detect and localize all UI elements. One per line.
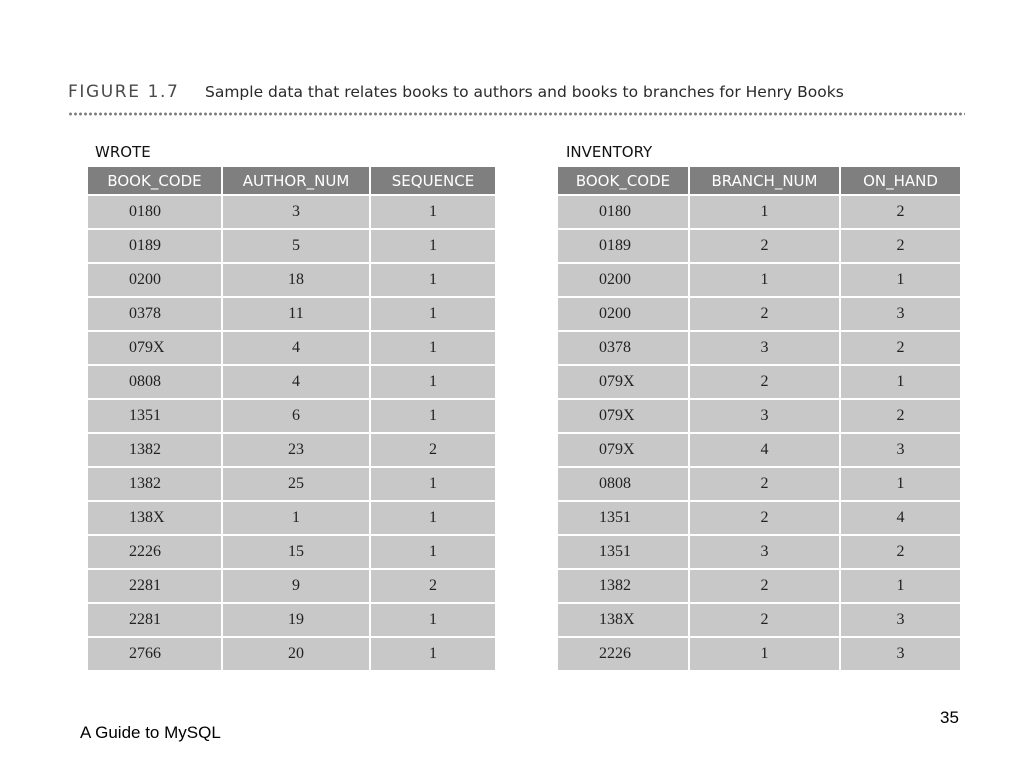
table-row — [88, 468, 495, 500]
table-cell: 2 — [841, 536, 960, 568]
table-row — [88, 604, 495, 636]
table-cell: 2 — [371, 570, 495, 602]
table-row — [558, 434, 960, 466]
table-row — [558, 298, 960, 330]
table-row — [558, 604, 960, 636]
table-row — [558, 536, 960, 568]
table-cell: 3 — [690, 332, 839, 364]
table-row — [88, 366, 495, 398]
dotted-divider — [68, 112, 965, 116]
table-row — [88, 400, 495, 432]
column-header: ON_HAND — [841, 167, 960, 194]
table-cell: 1 — [841, 366, 960, 398]
table-row — [558, 366, 960, 398]
table-cell: 1 — [371, 536, 495, 568]
table-cell: 1 — [371, 638, 495, 670]
table-row — [558, 502, 960, 534]
table-cell: 19 — [223, 604, 369, 636]
table-cell: 23 — [223, 434, 369, 466]
figure-caption: Sample data that relates books to authors and books to branches for Henry Books — [205, 83, 844, 101]
table-cell: 079X — [558, 366, 688, 398]
table-cell: 1 — [371, 468, 495, 500]
table-cell: 1 — [690, 638, 839, 670]
table-cell: 15 — [223, 536, 369, 568]
table-cell: 1 — [371, 502, 495, 534]
table-row — [88, 230, 495, 262]
table-cell: 11 — [223, 298, 369, 330]
table-cell: 2226 — [558, 638, 688, 670]
table-cell: 2766 — [88, 638, 221, 670]
table-cell: 2 — [841, 400, 960, 432]
inventory-table — [556, 165, 962, 672]
wrote-header-row — [88, 167, 495, 194]
table-cell: 6 — [223, 400, 369, 432]
table-row — [558, 264, 960, 296]
table-cell: 1 — [841, 264, 960, 296]
column-header: SEQUENCE — [371, 167, 495, 194]
table-cell: 1 — [371, 366, 495, 398]
table-row — [558, 400, 960, 432]
table-cell: 1 — [690, 264, 839, 296]
table-cell: 3 — [841, 604, 960, 636]
table-cell: 079X — [558, 400, 688, 432]
wrote-table-title: WROTE — [95, 143, 151, 161]
column-header: BOOK_CODE — [88, 167, 221, 194]
column-header: BRANCH_NUM — [690, 167, 839, 194]
table-cell: 2 — [371, 434, 495, 466]
table-cell: 5 — [223, 230, 369, 262]
table-cell: 0180 — [88, 196, 221, 228]
table-cell: 3 — [841, 434, 960, 466]
table-cell: 1 — [371, 604, 495, 636]
table-cell: 0189 — [558, 230, 688, 262]
page-number: 35 — [940, 708, 959, 727]
table-cell: 2 — [841, 332, 960, 364]
table-cell: 2 — [841, 196, 960, 228]
table-cell: 0189 — [88, 230, 221, 262]
table-cell: 0180 — [558, 196, 688, 228]
table-cell: 1382 — [558, 570, 688, 602]
table-cell: 3 — [841, 638, 960, 670]
table-cell: 1 — [223, 502, 369, 534]
table-cell: 1 — [371, 196, 495, 228]
table-cell: 25 — [223, 468, 369, 500]
table-cell: 1 — [371, 230, 495, 262]
table-cell: 1 — [841, 468, 960, 500]
column-header: BOOK_CODE — [558, 167, 688, 194]
table-cell: 0200 — [558, 264, 688, 296]
table-cell: 4 — [223, 332, 369, 364]
table-cell: 1 — [371, 264, 495, 296]
table-row — [558, 638, 960, 670]
table-cell: 0200 — [558, 298, 688, 330]
table-row — [558, 230, 960, 262]
table-row — [88, 536, 495, 568]
table-cell: 2 — [690, 298, 839, 330]
table-cell: 2281 — [88, 570, 221, 602]
table-row — [88, 638, 495, 670]
table-cell: 9 — [223, 570, 369, 602]
table-cell: 2226 — [88, 536, 221, 568]
table-cell: 3 — [690, 400, 839, 432]
table-cell: 4 — [223, 366, 369, 398]
table-cell: 1382 — [88, 468, 221, 500]
table-cell: 1 — [690, 196, 839, 228]
table-row — [558, 196, 960, 228]
table-row — [88, 502, 495, 534]
table-cell: 3 — [223, 196, 369, 228]
table-cell: 079X — [88, 332, 221, 364]
table-row — [88, 298, 495, 330]
table-cell: 0378 — [88, 298, 221, 330]
table-row — [88, 196, 495, 228]
table-cell: 2 — [690, 570, 839, 602]
table-cell: 4 — [690, 434, 839, 466]
table-cell: 138X — [88, 502, 221, 534]
wrote-table — [86, 165, 497, 672]
table-cell: 18 — [223, 264, 369, 296]
table-cell: 1351 — [558, 502, 688, 534]
table-row — [558, 570, 960, 602]
table-cell: 2 — [690, 468, 839, 500]
table-cell: 2 — [690, 502, 839, 534]
table-cell: 2 — [690, 230, 839, 262]
table-cell: 1 — [371, 298, 495, 330]
table-cell: 0808 — [558, 468, 688, 500]
table-cell: 4 — [841, 502, 960, 534]
table-row — [88, 434, 495, 466]
table-cell: 2281 — [88, 604, 221, 636]
table-cell: 1 — [371, 332, 495, 364]
table-cell: 0378 — [558, 332, 688, 364]
table-row — [558, 332, 960, 364]
table-cell: 0200 — [88, 264, 221, 296]
table-row — [88, 570, 495, 602]
table-cell: 3 — [690, 536, 839, 568]
table-cell: 3 — [841, 298, 960, 330]
inventory-table-title: INVENTORY — [566, 143, 653, 161]
table-cell: 1382 — [88, 434, 221, 466]
table-cell: 138X — [558, 604, 688, 636]
figure-header — [68, 82, 844, 102]
table-row — [88, 264, 495, 296]
table-cell: 2 — [690, 366, 839, 398]
table-row — [88, 332, 495, 364]
table-cell: 1 — [371, 400, 495, 432]
table-cell: 1 — [841, 570, 960, 602]
table-cell: 1351 — [88, 400, 221, 432]
table-row — [558, 468, 960, 500]
table-cell: 20 — [223, 638, 369, 670]
column-header: AUTHOR_NUM — [223, 167, 369, 194]
table-cell: 2 — [690, 604, 839, 636]
table-cell: 1351 — [558, 536, 688, 568]
figure-label: FIGURE 1.7 — [68, 82, 180, 102]
inventory-header-row — [558, 167, 960, 194]
table-cell: 0808 — [88, 366, 221, 398]
table-cell: 2 — [841, 230, 960, 262]
table-cell: 079X — [558, 434, 688, 466]
footer-source: A Guide to MySQL — [80, 723, 221, 742]
